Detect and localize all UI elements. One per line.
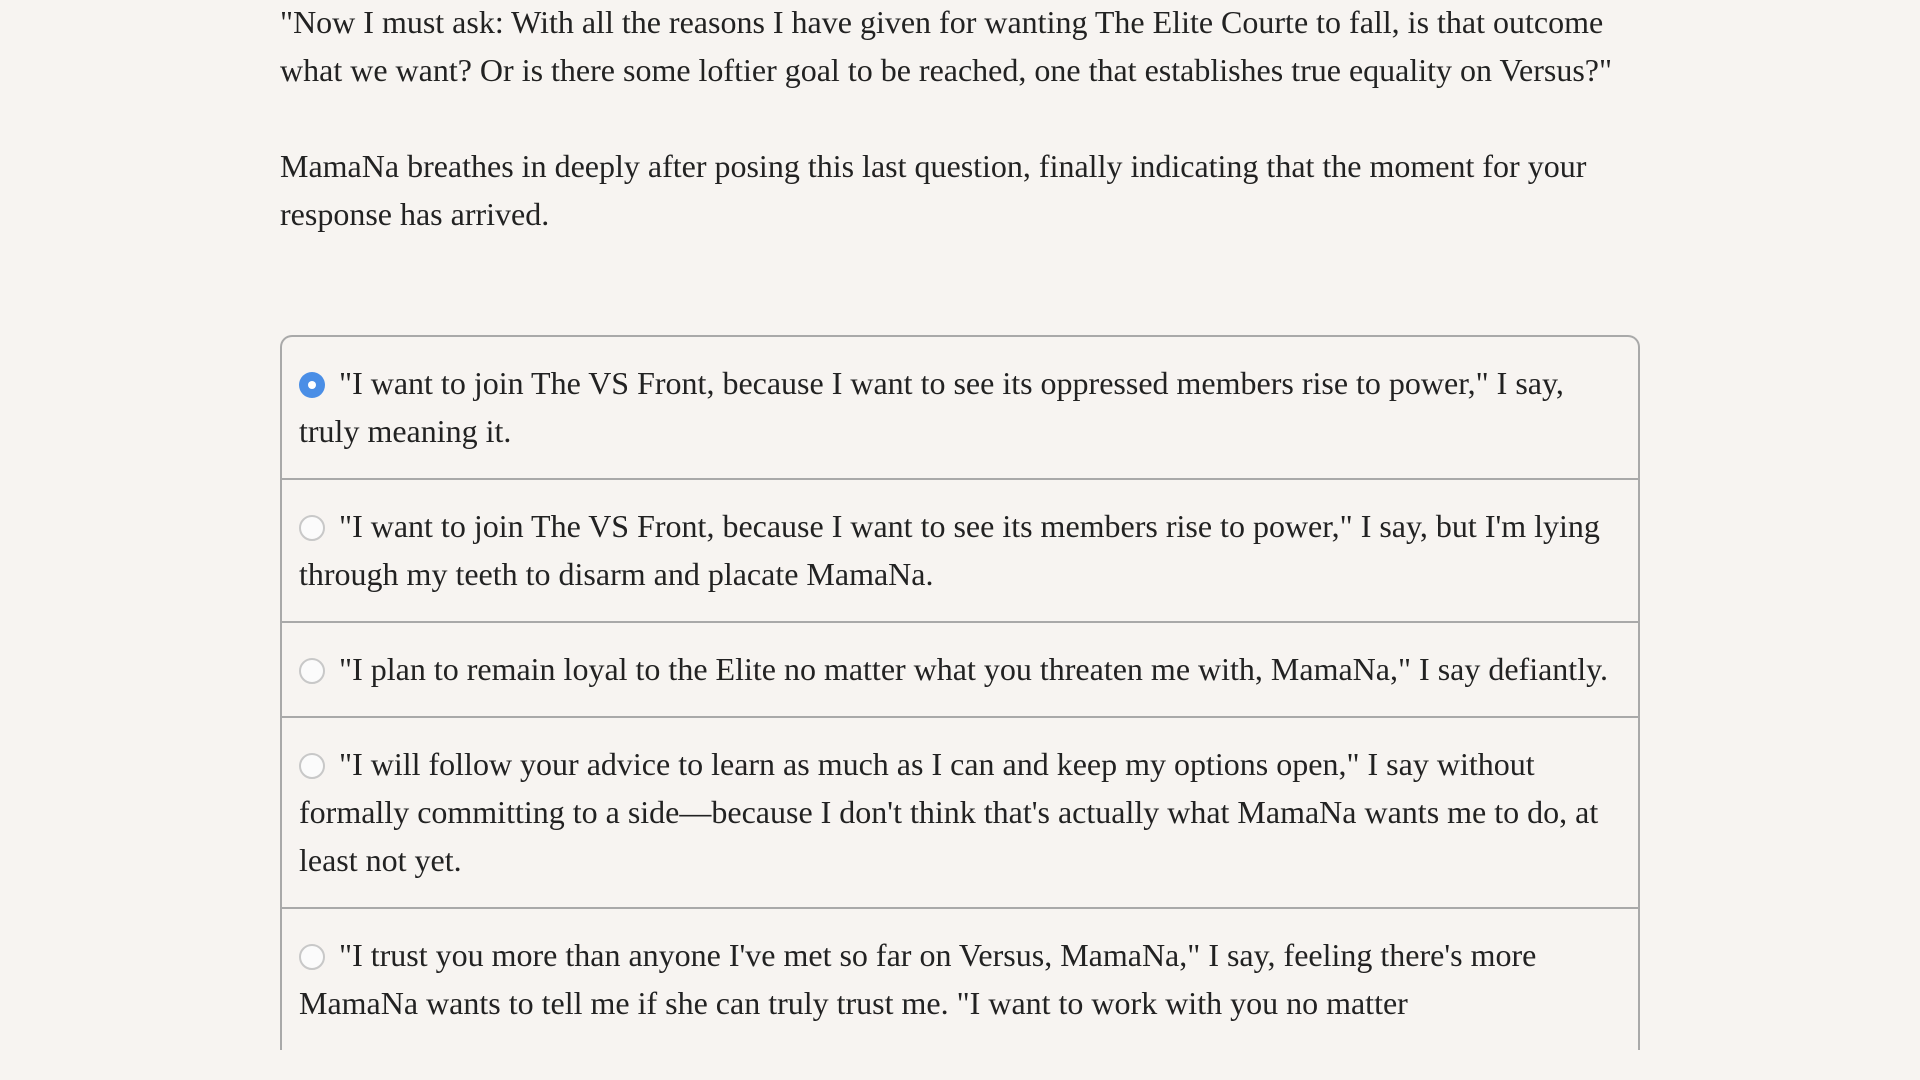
story-text <box>280 0 1640 286</box>
radio-unselected-icon[interactable] <box>299 515 325 541</box>
choice-label: "I trust you more than anyone I've met so far on Versus, MamaNa," I say, feeling there's more MamaNa wants to tell me if she can truly trust me. "I want to work with you no matter <box>299 937 1537 1021</box>
radio-unselected-icon[interactable] <box>299 658 325 684</box>
choice-option[interactable] <box>282 337 1638 480</box>
choice-list <box>280 335 1640 1050</box>
choice-label: "I plan to remain loyal to the Elite no matter what you threaten me with, MamaNa," I say defiantly. <box>339 651 1608 687</box>
choice-option[interactable] <box>282 909 1638 1050</box>
choice-label: "I will follow your advice to learn as much as I can and keep my options open," I say without formally committing to a side—because I don't think that's actually what MamaNa wants me to do, at least not yet. <box>299 746 1599 878</box>
radio-unselected-icon[interactable] <box>299 753 325 779</box>
choice-option[interactable] <box>282 623 1638 718</box>
radio-selected-icon[interactable] <box>299 372 325 398</box>
choice-label: "I want to join The VS Front, because I want to see its oppressed members rise to power," I say, truly meaning it. <box>299 365 1564 449</box>
choice-option[interactable] <box>282 480 1638 623</box>
choice-option[interactable] <box>282 718 1638 909</box>
story-paragraph: "Now I must ask: With all the reasons I have given for wanting The Elite Courte to fall, is that outcome what we want? Or is there some loftier goal to be reached, one that establishes true equality on Versus?" <box>280 4 1613 88</box>
story-paragraph: MamaNa breathes in deeply after posing this last question, finally indicating that the moment for your response has arrived. <box>280 148 1587 232</box>
choice-label: "I want to join The VS Front, because I want to see its members rise to power," I say, but I'm lying through my teeth to disarm and placate MamaNa. <box>299 508 1600 592</box>
radio-unselected-icon[interactable] <box>299 944 325 970</box>
